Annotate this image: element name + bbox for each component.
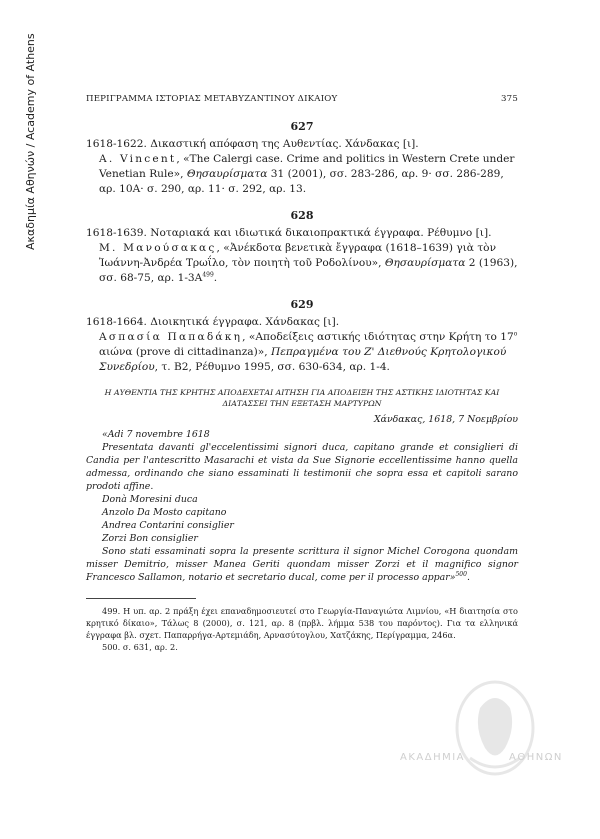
entry-reference [86, 330, 518, 375]
ref-author: Ασπασία Παπαδάκη [99, 331, 243, 343]
footnote-499: 499. Η υπ. αρ. 2 πράξη έχει επαναδημοσιευτεί στο Γεωργία-Παναγιώτα Λιμνίου, «Η διαιτησία στο κρητικό δίκαιο», Τάλως 8 (2000), σ. 121, αρ. 8 (πρβλ. λήμμα 538 του παρόντος). Για τα ελληνικά έγγραφα βλ. σχετ. Παπαρρήγα-Αρτεμιάδη, Αρνασύτογλου, Χατζάκης, Περίγραμμα, 246α. [86, 606, 518, 640]
ref-rest: 2 (1963), σσ. 68-75, αρ. 1-3Α [99, 257, 518, 284]
archive-stamp-text: Ακαδημία Αθηνών / Academy of Athens [24, 33, 37, 250]
watermark-right: ΑΘΗΝΩΝ [509, 752, 563, 763]
entry-reference [86, 152, 518, 197]
ref-journal: Θησαυρίσματα [186, 168, 268, 180]
document-line: Anzolo Da Mosto capitano [102, 507, 227, 518]
ref-author: A. Vincent [99, 153, 177, 165]
document-line: Andrea Contarini consiglier [102, 520, 234, 531]
ref-rest: 31 (2001), σσ. 283-286, αρ. 9· σσ. 286-289, αρ. 10Α· σ. 290, αρ. 11· σ. 292, αρ. 13. [99, 168, 504, 195]
academy-watermark-text [400, 752, 600, 763]
page-number: 375 [500, 94, 518, 104]
entry-627 [86, 120, 518, 197]
entry-reference [86, 241, 518, 286]
ref-rest: , τ. Β2, Ρέθυμνο 1995, σσ. 630-634, αρ. 1-4. [154, 361, 390, 373]
ref-text: , «The Calergi case. Crime and politics in Western Crete under Venetian Rule», [99, 153, 515, 180]
watermark-left: ΑΚΑΔΗΜΙΑ [400, 752, 466, 763]
entry-text [86, 315, 518, 375]
ref-text: , «Αποδείξεις αστικής ιδιότητας στην Κρήτη το 17 [242, 331, 514, 343]
entry-head: 1618-1639. Νοταριακά και ιδιωτικά δικαιοπρακτικά έγγραφα. Ρέθυμνο [ι]. [86, 227, 492, 239]
ref-text: , «Ἀνέκδοτα βενετικὰ ἔγγραφα (1618–1639) γιὰ τὸν Ἰωάννη-Ἀνδρέα Τρωΐλο, τὸν ποιητὴ τοῦ Ροδολίνου», [99, 242, 497, 269]
document-title: Η ΑΥΘΕΝΤΙΑ ΤΗΣ ΚΡΗΤΗΣ ΑΠΟΔΕΧΕΤΑΙ ΑΙΤΗΣΗ ΓΙΑ ΑΠΟΔΕΙΞΗ ΤΗΣ ΑΣΤΙΚΗΣ ΙΔΙΟΤΗΤΑΣ ΚΑΙ ΔΙΑΤΑΣΣΕΙ ΤΗΝ ΕΞΕΤΑΣΗ ΜΑΡΤΥΡΩΝ [104, 388, 500, 408]
running-head-title: ΠΕΡΙΓΡΑΜΜΑ ΙΣΤΟΡΙΑΣ ΜΕΤΑΒΥΖΑΝΤΙΝΟΥ ΔΙΚΑΙΟΥ [86, 94, 338, 104]
academy-seal-watermark [450, 678, 540, 778]
entry-text [86, 226, 518, 286]
document-line: «Adi 7 novembre 1618 [102, 429, 210, 440]
archive-stamp [9, 33, 37, 250]
document-transcription [86, 428, 518, 584]
footnote-marker: 499 [202, 271, 214, 279]
entry-head: 1618-1664. Διοικητικά έγγραφα. Χάνδακας [ι]. [86, 316, 340, 328]
ref-text-2: αιώνα (prove di cittadinanza)», [99, 346, 271, 358]
ref-journal: Θησαυρίσματα [384, 257, 466, 269]
document-last-text: Sono stati essaminati sopra la presente scrittura il signor Michel Corogona quondam misser Demitrio, misser Manea Geriti quondam misser Zorzi et il magnifico signor Francesco Sallamon, notario et secretario ducal, come per il processo appar» [86, 546, 518, 583]
page-body [86, 120, 518, 653]
footnote-marker: 500 [455, 570, 467, 578]
footnote-divider [86, 598, 196, 599]
entry-628 [86, 209, 518, 286]
entry-head: 1618-1622. Δικαστική απόφαση της Αυθεντίας. Χάνδακας [ι]. [86, 138, 419, 150]
document-date: Χάνδακας, 1618, 7 Νοεμβρίου [373, 414, 518, 425]
entry-629 [86, 298, 518, 375]
document-last-end: . [466, 572, 470, 583]
footnotes [86, 605, 518, 653]
ref-journal: Πεπραγμένα του Ζ' Διεθνούς Κρητολογικού Συνεδρίου [99, 346, 507, 373]
entry-number: 628 [290, 209, 314, 222]
document-last-paragraph [86, 545, 518, 584]
entry-number: 627 [290, 120, 314, 133]
entry-number: 629 [290, 298, 314, 311]
superscript: ο [513, 330, 518, 338]
document-line: Presentata davanti gl'eccelentissimi signori duca, capitano grande et consiglieri di Candia per l'antescritto Masarachi et vista da Sue Signorie eccellentissime hanno quella admessa, ordinando che siano essaminati li testimonii che sopra essa et capitoli sarano prodoti affine. [86, 442, 518, 492]
document-line: Donà Moresini duca [102, 494, 198, 505]
footnote-500: 500. σ. 631, αρ. 2. [102, 642, 178, 652]
running-head [86, 94, 518, 104]
document-line: Zorzi Bon consiglier [102, 533, 198, 544]
ref-end: . [213, 272, 218, 284]
entry-text [86, 137, 518, 197]
ref-author: Μ. Μανούσακας [99, 242, 217, 254]
